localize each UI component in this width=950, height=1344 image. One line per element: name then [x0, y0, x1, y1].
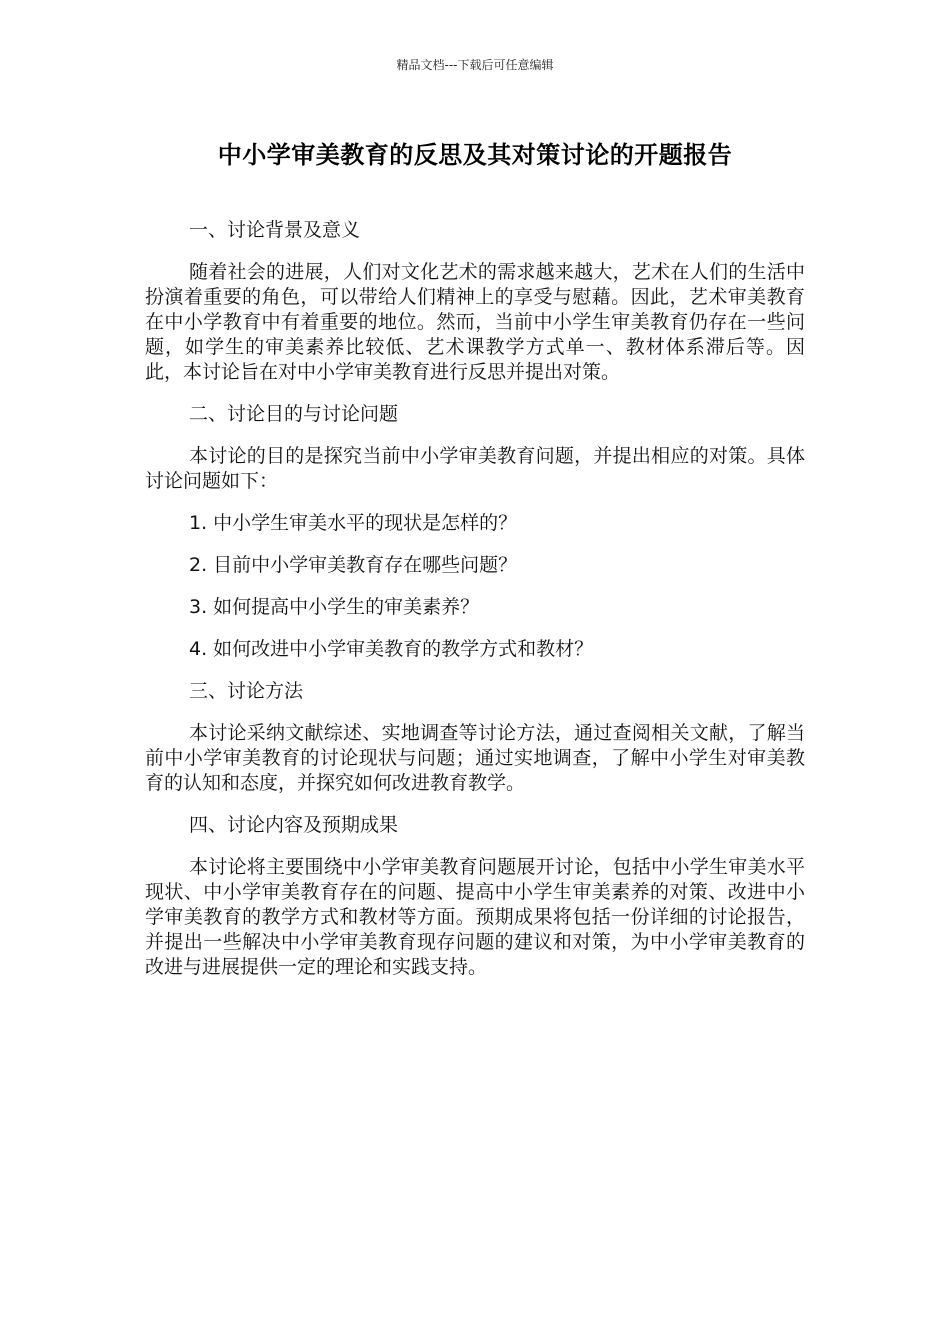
section-heading-purpose: 二、讨论目的与讨论问题: [189, 403, 399, 425]
section-paragraph-background: 随着社会的进展，人们对文化艺术的需求越来越大，艺术在人们的生活中扮演着重要的角色，可以带给人们精神上的享受与慰藉。因此，艺术审美教育在中小学教育中有着重要的地位。然而，当前中小学生审美教育仍存在一些问题，如学生的审美素养比较低、艺术课教学方式单一、教材体系滞后等。因此，本讨论旨在对中小学审美教育进行反思并提出对策。: [145, 261, 805, 383]
document-title: 中小学审美教育的反思及其对策讨论的开题报告: [217, 141, 733, 169]
question-item: 4. 如何改进中小学审美教育的教学方式和教材？: [189, 638, 594, 660]
section-paragraph-purpose: 本讨论的目的是探究当前中小学审美教育问题，并提出相应的对策。具体讨论问题如下：: [145, 445, 805, 492]
section-heading-background: 一、讨论背景及意义: [189, 219, 361, 241]
section-heading-content: 四、讨论内容及预期成果: [189, 814, 399, 836]
question-item: 3. 如何提高中小学生的审美素养？: [189, 596, 480, 618]
section-paragraph-content: 本讨论将主要围绕中小学审美教育问题展开讨论，包括中小学生审美水平现状、中小学审美教育存在的问题、提高中小学生审美素养的对策、改进中小学审美教育的教学方式和教材等方面。预期成果将包括一份详细的讨论报告，并提出一些解决中小学审美教育现存问题的建议和对策，为中小学审美教育的改进与进展提供一定的理论和实践支持。: [145, 856, 805, 978]
question-item: 1. 中小学生审美水平的现状是怎样的？: [189, 512, 518, 534]
document-body: [145, 136, 805, 997]
page-header: 精品文档---下载后可任意编辑: [396, 58, 554, 72]
section-heading-method: 三、讨论方法: [189, 680, 304, 702]
section-paragraph-method: 本讨论采纳文献综述、实地调查等讨论方法，通过查阅相关文献，了解当前中小学审美教育的讨论现状与问题；通过实地调查，了解中小学生对审美教育的认知和态度，并探究如何改进教育教学。: [145, 722, 805, 794]
question-item: 2. 目前中小学审美教育存在哪些问题？: [189, 554, 518, 576]
